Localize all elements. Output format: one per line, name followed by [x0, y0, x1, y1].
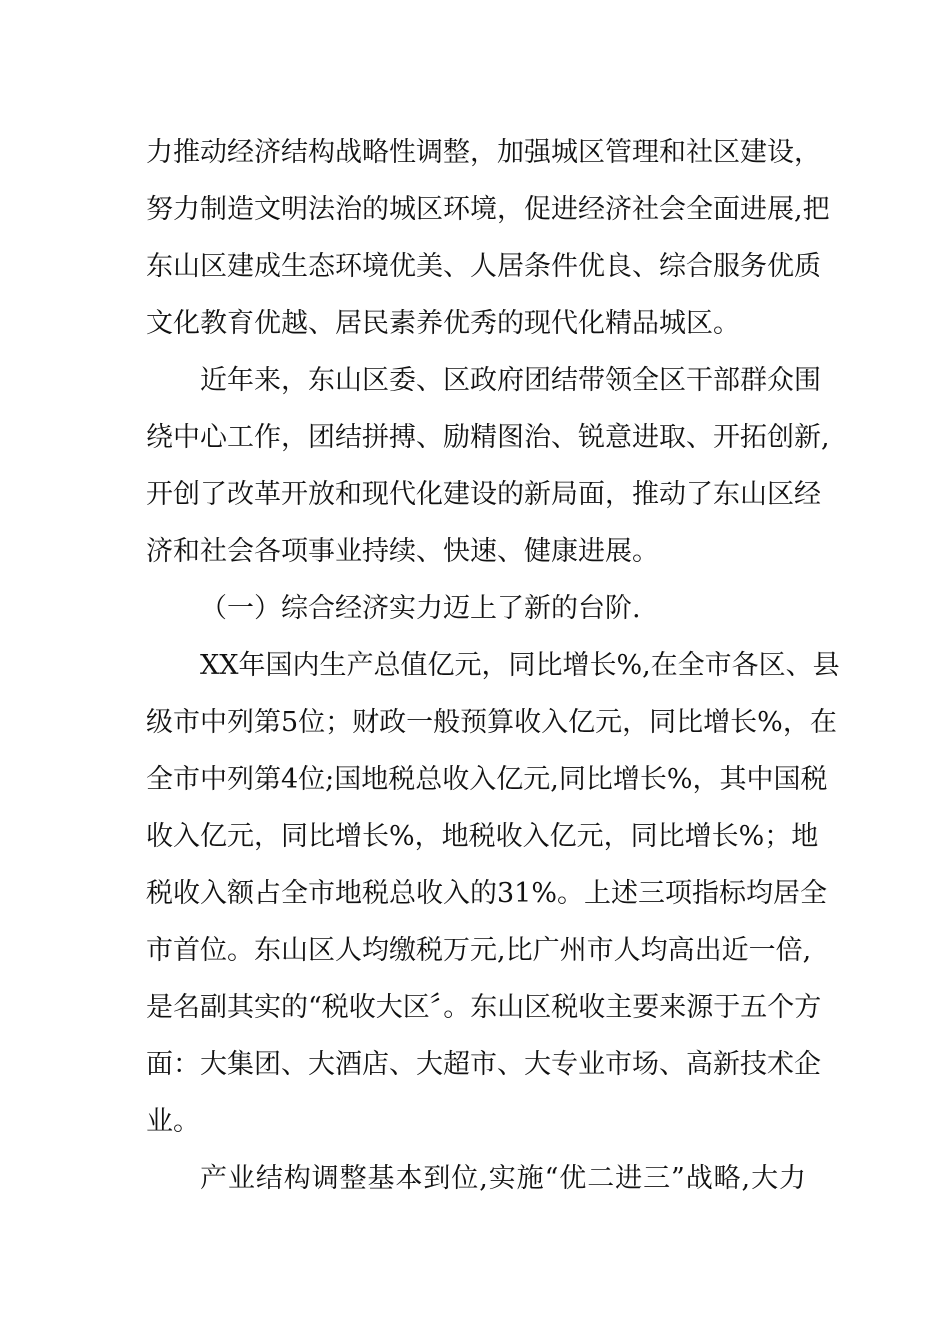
- text-line: 近年来，东山区委、区政府团结带领全区干部群众围: [200, 365, 821, 396]
- text-line: 面：大集团、大酒店、大超市、大专业市场、高新技术企: [146, 1049, 821, 1080]
- text-line: 产业结构调整基本到位,实施“优二进三”战略,大力: [200, 1163, 806, 1194]
- text-line: 全市中列第4位;国地税总收入亿元,同比增长%，其中国税: [146, 764, 828, 795]
- text-line: 业。: [146, 1106, 200, 1137]
- text-line: XX年国内生产总值亿元，同比增长%,在全市各区、县: [200, 650, 840, 681]
- section-heading: （一）综合经济实力迈上了新的台阶.: [200, 593, 641, 624]
- text-line: 开创了改革开放和现代化建设的新局面，推动了东山区经: [146, 479, 821, 510]
- text-line: 文化教育优越、居民素养优秀的现代化精品城区。: [146, 308, 740, 339]
- text-line: 级市中列第5位；财政一般预算收入亿元，同比增长%，在: [146, 707, 837, 738]
- text-line: 努力制造文明法治的城区环境，促进经济社会全面进展,把: [146, 194, 830, 225]
- text-line: 收入亿元，同比增长%，地税收入亿元，同比增长%；地: [146, 821, 819, 852]
- text-line: 是名副其实的“税收大区〞。东山区税收主要来源于五个方: [146, 992, 822, 1023]
- text-line: 力推动经济结构战略性调整，加强城区管理和社区建设，: [146, 137, 821, 168]
- text-line: 济和社会各项事业持续、快速、健康进展。: [146, 536, 659, 567]
- text-line: 税收入额占全市地税总收入的31%。上述三项指标均居全: [146, 878, 828, 909]
- text-line: 市首位。东山区人均缴税万元,比广州市人均高出近一倍,: [146, 935, 812, 966]
- text-line: 绕中心工作，团结拼搏、励精图治、锐意进取、开拓创新,: [146, 422, 830, 453]
- text-line: 东山区建成生态环境优美、人居条件优良、综合服务优质: [146, 251, 821, 282]
